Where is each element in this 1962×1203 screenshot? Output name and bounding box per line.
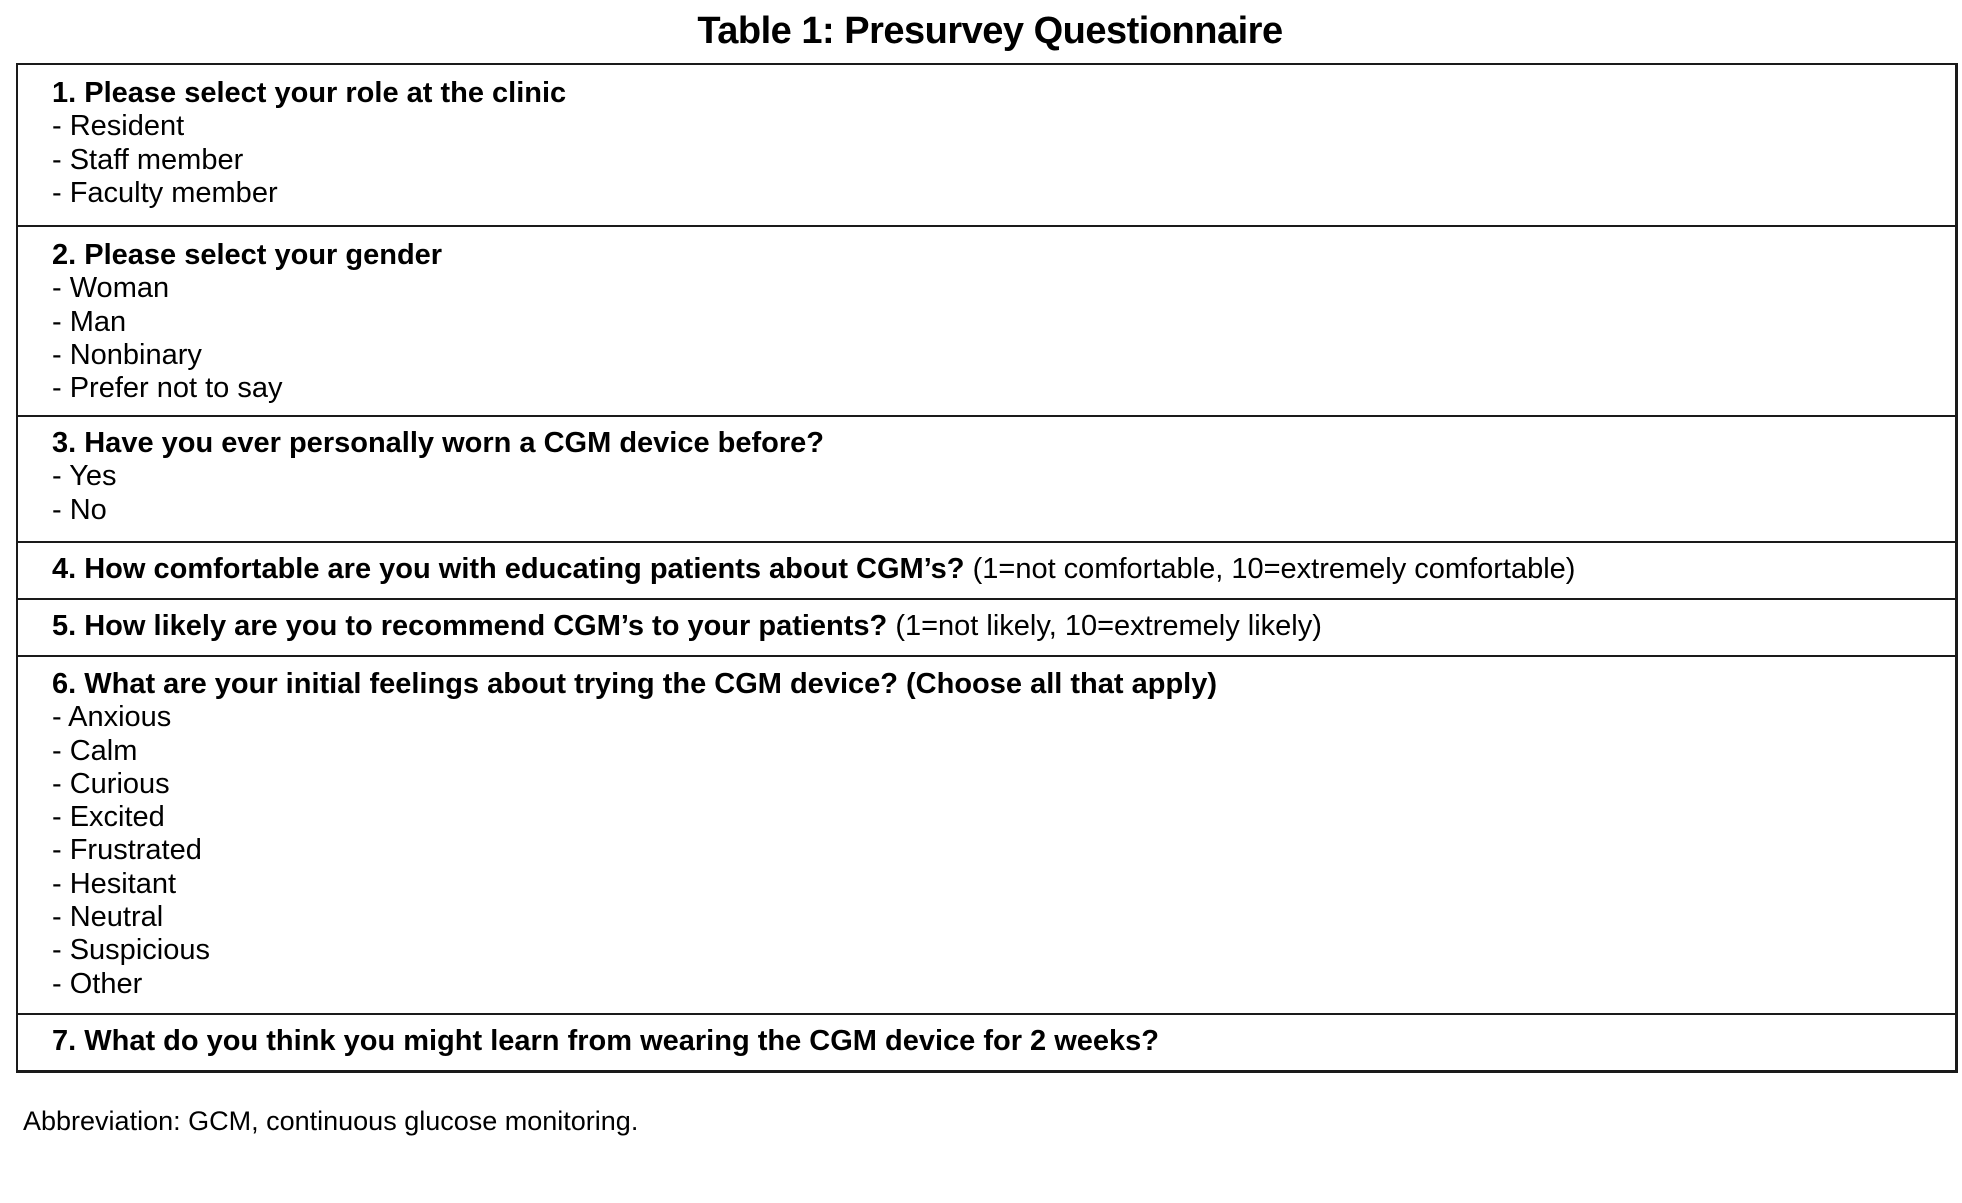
answer-option: - Frustrated xyxy=(52,834,202,867)
answer-option: - Excited xyxy=(52,801,165,834)
question-row-6 xyxy=(18,655,1955,1013)
answer-option: - Nonbinary xyxy=(52,338,202,371)
question-text: 5. How likely are you to recommend CGM’s to your patients? xyxy=(52,610,888,642)
question-text: 2. Please select your gender xyxy=(52,239,443,271)
answer-option: - Resident xyxy=(52,110,185,143)
question-row-2 xyxy=(18,225,1955,415)
answer-option: - Faculty member xyxy=(52,176,278,209)
answer-option: - Woman xyxy=(52,272,170,305)
question-row-4 xyxy=(18,541,1955,598)
question-row-7 xyxy=(18,1013,1955,1070)
rating-scale: (1=not comfortable, 10=extremely comfortable) xyxy=(972,553,1576,585)
answer-option: - Staff member xyxy=(52,143,244,176)
answer-option: - No xyxy=(52,493,107,526)
question-row-5 xyxy=(18,598,1955,655)
question-text: 4. How comfortable are you with educating patients about CGM’s? xyxy=(52,553,965,585)
answer-option: - Neutral xyxy=(52,901,164,934)
answer-option: - Prefer not to say xyxy=(52,372,283,405)
abbreviation-footnote: Abbreviation: GCM, continuous glucose monitoring. xyxy=(23,1106,639,1136)
answer-option: - Anxious xyxy=(52,701,172,734)
answer-option: - Yes xyxy=(52,460,117,493)
answer-option: - Other xyxy=(52,967,143,1000)
questionnaire-table xyxy=(16,63,1958,1073)
question-text: 1. Please select your role at the clinic xyxy=(52,77,567,109)
question-text: 6. What are your initial feelings about trying the CGM device? (Choose all that apply) xyxy=(52,668,1217,700)
question-row-3 xyxy=(18,415,1955,541)
question-text: 7. What do you think you might learn from wearing the CGM device for 2 weeks? xyxy=(52,1025,1160,1057)
answer-option: - Suspicious xyxy=(52,934,210,967)
question-text: 3. Have you ever personally worn a CGM device before? xyxy=(52,427,824,459)
answer-option: - Calm xyxy=(52,734,138,767)
answer-option: - Curious xyxy=(52,767,170,800)
rating-scale: (1=not likely, 10=extremely likely) xyxy=(895,610,1322,642)
table-title: Table 1: Presurvey Questionnaire xyxy=(697,10,1283,52)
answer-option: - Hesitant xyxy=(52,867,177,900)
question-row-1 xyxy=(18,65,1955,225)
answer-option: - Man xyxy=(52,305,127,338)
